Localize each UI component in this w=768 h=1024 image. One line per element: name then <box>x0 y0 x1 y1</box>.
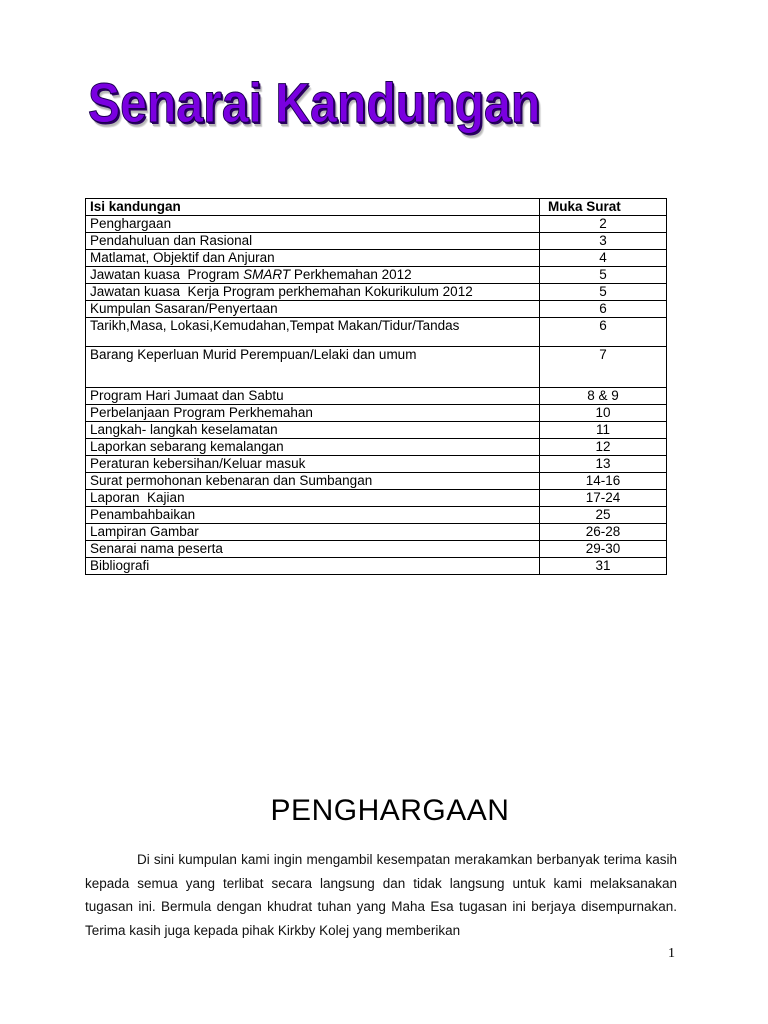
toc-item: Lampiran Gambar <box>86 524 540 541</box>
toc-page: 6 <box>540 301 667 318</box>
table-row <box>86 524 667 541</box>
header-item: Isi kandungan <box>86 199 540 216</box>
table-row <box>86 301 667 318</box>
toc-page: 12 <box>540 439 667 456</box>
table-row <box>86 422 667 439</box>
toc-item-pre: Jawatan kuasa Program <box>90 267 244 282</box>
toc-item: Jawatan kuasa Kerja Program perkhemahan Kokurikulum 2012 <box>86 284 540 301</box>
toc-item: Program Hari Jumaat dan Sabtu <box>86 388 540 405</box>
toc-item-post: Perkhemahan 2012 <box>290 267 412 282</box>
toc-item: Peraturan kebersihan/Keluar masuk <box>86 456 540 473</box>
toc-item: Senarai nama peserta <box>86 541 540 558</box>
table-row <box>86 388 667 405</box>
toc-item: Surat permohonan kebenaran dan Sumbangan <box>86 473 540 490</box>
toc-page: 5 <box>540 284 667 301</box>
toc-item: Bibliografi <box>86 558 540 575</box>
toc-page: 14-16 <box>540 473 667 490</box>
page-number: 1 <box>668 946 675 961</box>
table-row <box>86 507 667 524</box>
table-header-row <box>86 199 667 216</box>
toc-item: Laporkan sebarang kemalangan <box>86 439 540 456</box>
toc-item: Penghargaan <box>86 216 540 233</box>
table-of-contents <box>85 198 667 575</box>
toc-page: 4 <box>540 250 667 267</box>
toc-item <box>86 267 540 284</box>
toc-page: 29-30 <box>540 541 667 558</box>
toc-page: 6 <box>540 318 667 347</box>
toc-page: 8 & 9 <box>540 388 667 405</box>
toc-page: 11 <box>540 422 667 439</box>
toc-item: Matlamat, Objektif dan Anjuran <box>86 250 540 267</box>
toc-item: Laporan Kajian <box>86 490 540 507</box>
toc-item: Tarikh,Masa, Lokasi,Kemudahan,Tempat Makan/Tidur/Tandas <box>86 318 540 347</box>
acknowledgement-paragraph: Di sini kumpulan kami ingin mengambil kesempatan merakamkan berbanyak terima kasih kepada semua yang terlibat secara langsung dan tidak langsung untuk kami melaksanakan tugasan ini. Bermula dengan khudrat tuhan yang Maha Esa tugasan ini berjaya disempurnakan. Terima kasih juga kepada pihak Kirkby Kolej yang memberikan <box>85 852 677 938</box>
table-row <box>86 284 667 301</box>
toc-item: Langkah- langkah keselamatan <box>86 422 540 439</box>
toc-page: 26-28 <box>540 524 667 541</box>
toc-item: Pendahuluan dan Rasional <box>86 233 540 250</box>
table-row <box>86 216 667 233</box>
toc-page: 10 <box>540 405 667 422</box>
toc-page: 17-24 <box>540 490 667 507</box>
table-row <box>86 456 667 473</box>
table-row <box>86 318 667 347</box>
table-row <box>86 233 667 250</box>
table-row <box>86 250 667 267</box>
section-heading: PENGHARGAAN <box>270 794 510 827</box>
toc-page: 2 <box>540 216 667 233</box>
table-row <box>86 439 667 456</box>
toc-page: 5 <box>540 267 667 284</box>
toc-page: 3 <box>540 233 667 250</box>
page-title: Senarai Kandungan <box>88 71 541 134</box>
toc-page: 31 <box>540 558 667 575</box>
toc-page: 13 <box>540 456 667 473</box>
table-row <box>86 541 667 558</box>
toc-item: Kumpulan Sasaran/Penyertaan <box>86 301 540 318</box>
table-row <box>86 558 667 575</box>
table-row <box>86 490 667 507</box>
table-row <box>86 267 667 284</box>
table-row <box>86 473 667 490</box>
header-page: Muka Surat <box>540 199 667 216</box>
toc-item: Penambahbaikan <box>86 507 540 524</box>
toc-page: 25 <box>540 507 667 524</box>
toc-item: Perbelanjaan Program Perkhemahan <box>86 405 540 422</box>
table-row <box>86 347 667 388</box>
toc-item-emphasis: SMART <box>243 267 291 282</box>
toc-page: 7 <box>540 347 667 388</box>
table-row <box>86 405 667 422</box>
toc-item: Barang Keperluan Murid Perempuan/Lelaki dan umum <box>86 347 540 388</box>
